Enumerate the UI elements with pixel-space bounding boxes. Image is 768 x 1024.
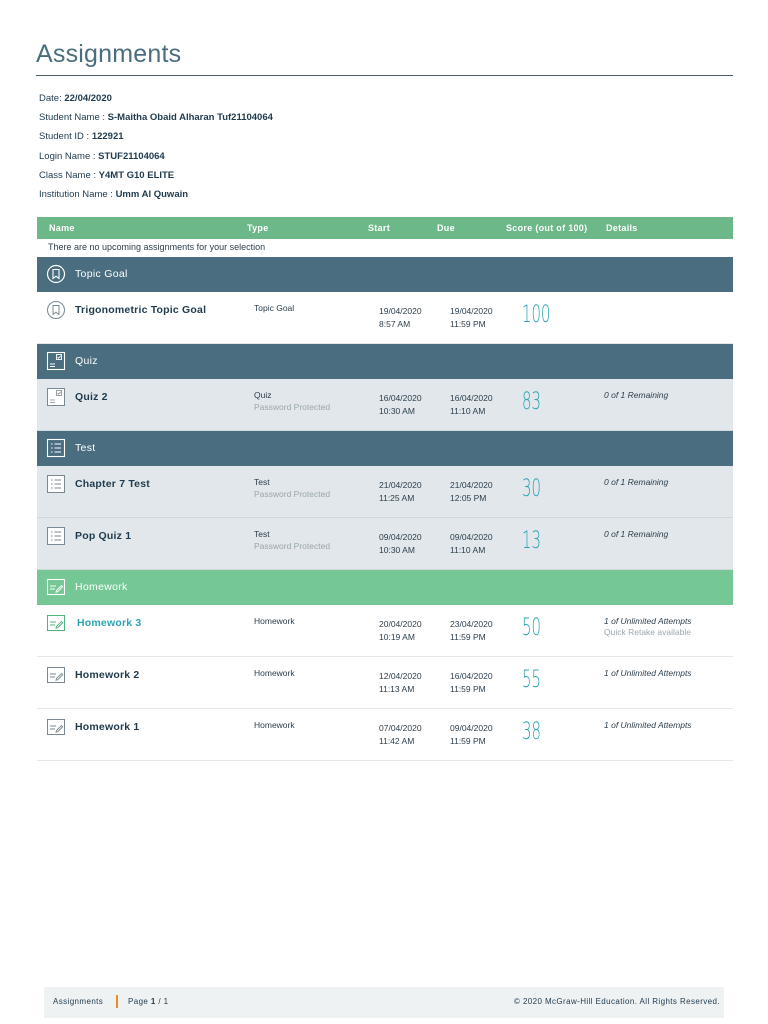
assignment-name[interactable]: Homework 1 xyxy=(75,721,140,733)
info-value: Umm Al Quwain xyxy=(115,188,189,200)
due-date-value: 23/04/2020 xyxy=(450,619,493,629)
page-total: 1 xyxy=(163,997,169,1006)
info-institution xyxy=(39,189,273,208)
score: 55 xyxy=(522,665,541,693)
start-time-value: 11:25 AM xyxy=(379,493,415,503)
bookmark-icon xyxy=(46,264,66,284)
start-date xyxy=(379,722,422,748)
homework-icon xyxy=(46,577,66,597)
page-title: Assignments xyxy=(36,40,182,68)
info-student-id xyxy=(39,131,273,150)
table-row[interactable] xyxy=(37,709,733,761)
start-date-value: 09/04/2020 xyxy=(379,532,422,542)
page-label: Page xyxy=(128,997,151,1006)
homework-icon xyxy=(46,665,66,685)
start-time-value: 11:42 AM xyxy=(379,736,415,746)
header-type[interactable]: Type xyxy=(247,223,269,233)
due-date xyxy=(450,305,493,331)
attempts-remaining: 0 of 1 Remaining xyxy=(604,477,669,487)
start-time-value: 10:30 AM xyxy=(379,545,415,555)
quiz-icon xyxy=(46,387,66,407)
start-time-value: 10:19 AM xyxy=(379,632,415,642)
due-time-value: 11:59 PM xyxy=(450,684,486,694)
start-date-value: 19/04/2020 xyxy=(379,306,422,316)
page-current: 1 xyxy=(150,997,156,1006)
section-label: Quiz xyxy=(75,355,98,367)
header-score[interactable]: Score (out of 100) xyxy=(506,223,588,233)
info-value: 122921 xyxy=(91,131,124,143)
assignment-name[interactable]: Pop Quiz 1 xyxy=(75,530,132,542)
info-value: S-Maitha Obaid Alharan Tuf21104064 xyxy=(107,112,273,124)
score: 83 xyxy=(522,387,541,415)
section-test xyxy=(37,431,733,466)
student-info xyxy=(39,93,273,208)
header-name[interactable]: Name xyxy=(49,223,75,233)
start-date-value: 21/04/2020 xyxy=(379,480,422,490)
assignment-type: Quiz xyxy=(254,390,272,400)
table-row[interactable] xyxy=(37,292,733,344)
due-date xyxy=(450,531,493,557)
empty-message: There are no upcoming assignments for your selection xyxy=(48,242,266,252)
due-time-value: 11:59 PM xyxy=(450,632,486,642)
info-label: Class Name : xyxy=(39,169,99,181)
copyright: © 2020 McGraw-Hill Education. All Rights Reserved. xyxy=(514,997,720,1006)
section-topic-goal xyxy=(37,257,733,292)
assignment-name[interactable]: Chapter 7 Test xyxy=(75,478,150,490)
bookmark-icon xyxy=(46,300,66,320)
start-date xyxy=(379,531,422,557)
start-date-value: 07/04/2020 xyxy=(379,723,422,733)
due-time-value: 11:59 PM xyxy=(450,736,486,746)
assignments-table xyxy=(37,217,733,761)
info-label: Login Name : xyxy=(39,150,99,162)
assignment-name[interactable]: Homework 2 xyxy=(75,669,140,681)
attempts-remaining: 0 of 1 Remaining xyxy=(604,529,669,539)
info-login-name xyxy=(39,151,273,170)
footer-separator xyxy=(116,995,118,1008)
quiz-icon xyxy=(46,351,66,371)
info-date xyxy=(39,93,273,112)
assignment-type: Test xyxy=(254,529,270,539)
due-date-value: 21/04/2020 xyxy=(450,480,493,490)
section-label: Test xyxy=(75,442,96,454)
page-number xyxy=(128,997,169,1006)
attempts-info: 1 of Unlimited Attempts xyxy=(604,668,692,678)
password-protected-label: Password Protected xyxy=(254,489,331,499)
attempts-info: 1 of Unlimited Attempts xyxy=(604,616,692,626)
attempts-info: 1 of Unlimited Attempts xyxy=(604,720,692,730)
homework-icon xyxy=(46,613,66,633)
list-icon xyxy=(46,526,66,546)
info-student-name xyxy=(39,112,273,131)
table-row[interactable] xyxy=(37,657,733,709)
due-date xyxy=(450,670,493,696)
start-date xyxy=(379,618,422,644)
homework-icon xyxy=(46,717,66,737)
assignment-type: Homework xyxy=(254,668,295,678)
score: 38 xyxy=(522,717,541,745)
info-label: Student ID : xyxy=(39,131,92,143)
list-icon xyxy=(46,438,66,458)
start-date-value: 12/04/2020 xyxy=(379,671,422,681)
due-date-value: 19/04/2020 xyxy=(450,306,493,316)
info-value: 22/04/2020 xyxy=(64,93,112,104)
table-row[interactable] xyxy=(37,605,733,657)
due-date-value: 16/04/2020 xyxy=(450,671,493,681)
due-date-value: 09/04/2020 xyxy=(450,532,493,542)
attempts-remaining: 0 of 1 Remaining xyxy=(604,390,669,400)
section-quiz xyxy=(37,344,733,379)
footer-title: Assignments xyxy=(53,997,104,1006)
due-time-value: 12:05 PM xyxy=(450,493,487,503)
score: 13 xyxy=(522,526,541,554)
list-icon xyxy=(46,474,66,494)
due-date-value: 09/04/2020 xyxy=(450,723,493,733)
table-row[interactable] xyxy=(37,518,733,570)
due-time-value: 11:59 PM xyxy=(450,319,486,329)
section-label: Topic Goal xyxy=(75,268,128,280)
assignment-type: Topic Goal xyxy=(254,303,295,313)
start-date xyxy=(379,670,422,696)
assignment-name[interactable]: Trigonometric Topic Goal xyxy=(75,304,207,316)
start-date-value: 16/04/2020 xyxy=(379,393,422,403)
score: 100 xyxy=(522,300,551,328)
table-header xyxy=(37,217,733,239)
start-date xyxy=(379,479,422,505)
section-homework xyxy=(37,570,733,605)
page-separator: / xyxy=(155,997,164,1006)
info-value: STUF21104064 xyxy=(98,150,165,162)
info-label: Institution Name : xyxy=(39,188,116,200)
score: 30 xyxy=(522,474,541,502)
assignment-name[interactable]: Quiz 2 xyxy=(75,391,108,403)
info-label: Student Name : xyxy=(39,112,108,124)
password-protected-label: Password Protected xyxy=(254,541,331,551)
due-date xyxy=(450,479,493,505)
section-label: Homework xyxy=(75,581,128,593)
header-start[interactable]: Start xyxy=(368,223,391,233)
table-row[interactable] xyxy=(37,379,733,431)
start-time-value: 11:13 AM xyxy=(379,684,415,694)
page-footer xyxy=(44,987,724,1018)
start-time-value: 8:57 AM xyxy=(379,319,411,329)
assignment-type: Test xyxy=(254,477,270,487)
password-protected-label: Password Protected xyxy=(254,402,331,412)
start-time-value: 10:30 AM xyxy=(379,406,415,416)
due-date xyxy=(450,722,493,748)
info-value: Y4MT G10 ELITE xyxy=(98,169,175,181)
info-label: Date: xyxy=(39,93,65,104)
assignment-type: Homework xyxy=(254,720,295,730)
score: 50 xyxy=(522,613,541,641)
table-row[interactable] xyxy=(37,466,733,518)
due-time-value: 11:10 AM xyxy=(450,406,486,416)
assignment-type: Homework xyxy=(254,616,295,626)
due-date xyxy=(450,392,493,418)
quick-retake-label: Quick Retake available xyxy=(604,627,691,637)
title-divider xyxy=(36,75,733,76)
start-date xyxy=(379,305,422,331)
start-date-value: 20/04/2020 xyxy=(379,619,422,629)
due-date xyxy=(450,618,493,644)
info-class-name xyxy=(39,170,273,189)
due-date-value: 16/04/2020 xyxy=(450,393,493,403)
header-due[interactable]: Due xyxy=(437,223,455,233)
due-time-value: 11:10 AM xyxy=(450,545,486,555)
assignment-name[interactable]: Homework 3 xyxy=(77,617,142,629)
header-details[interactable]: Details xyxy=(606,223,638,233)
start-date xyxy=(379,392,422,418)
